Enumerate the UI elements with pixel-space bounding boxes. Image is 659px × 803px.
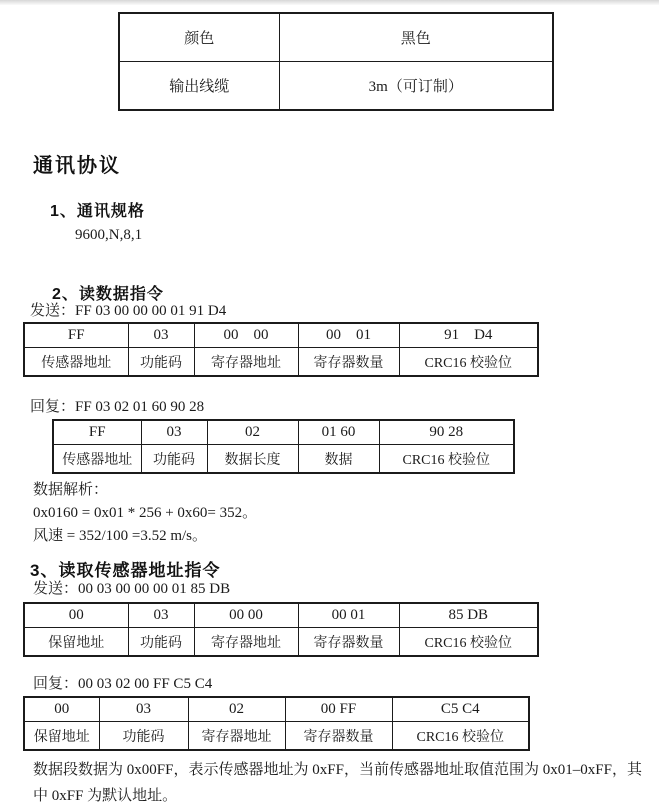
label-cell: CRC16 校验位 [392, 722, 529, 751]
label-row [24, 722, 529, 751]
hex-cell: FF [53, 420, 141, 445]
hex-cell: 03 [99, 697, 188, 722]
reply-table-2 [52, 419, 515, 474]
label-cell: 保留地址 [24, 628, 128, 657]
label-cell: 保留地址 [24, 722, 99, 751]
label-cell: 功能码 [99, 722, 188, 751]
hex-cell: 00 01 [298, 603, 399, 628]
label-cell: CRC16 校验位 [399, 348, 538, 377]
hex-cell: 90 28 [379, 420, 514, 445]
hex-cell: 91 D4 [399, 323, 538, 348]
label-cell: 寄存器地址 [194, 628, 298, 657]
reply-command-line-2: 回复：FF 03 02 01 60 90 28 [30, 399, 205, 415]
label-cell: 功能码 [128, 628, 194, 657]
send-command-line-3: 发送：00 03 00 00 00 01 85 DB [33, 581, 231, 597]
spec-label-color: 颜色 [119, 13, 279, 62]
hex-cell: FF [24, 323, 128, 348]
reply-table-3 [23, 696, 530, 751]
label-cell: 传感器地址 [24, 348, 128, 377]
analysis-heading: 数据解析： [33, 482, 109, 498]
address-note: 数据段数据为 0x00FF，表示传感器地址为 0xFF，当前传感器地址取值范围为 0x01–0xFF，其中 0xFF 为默认地址。 [33, 762, 642, 803]
label-cell: 功能码 [141, 445, 207, 474]
label-cell: 寄存器数量 [285, 722, 392, 751]
table-row [119, 13, 553, 62]
page-top-edge [0, 0, 659, 5]
label-cell: 寄存器地址 [188, 722, 285, 751]
label-row [24, 348, 538, 377]
section-2-heading: 2、读数据指令 [52, 286, 164, 303]
hex-cell: 00 00 [194, 323, 298, 348]
table-row [119, 62, 553, 111]
spec-table [118, 12, 554, 111]
label-cell: CRC16 校验位 [379, 445, 514, 474]
comm-params-value: 9600,N,8,1 [75, 227, 143, 243]
send-table-3 [23, 602, 539, 657]
hex-cell: 00 [24, 697, 99, 722]
hex-row [24, 323, 538, 348]
label-cell: 功能码 [128, 348, 194, 377]
hex-cell: 03 [128, 603, 194, 628]
hex-cell: 00 00 [194, 603, 298, 628]
label-cell: 数据 [298, 445, 379, 474]
hex-row [24, 603, 538, 628]
spec-value-color: 黑色 [279, 13, 553, 62]
label-cell: 传感器地址 [53, 445, 141, 474]
hex-cell: 00 FF [285, 697, 392, 722]
hex-row [24, 697, 529, 722]
label-cell: 寄存器数量 [298, 348, 399, 377]
hex-cell: C5 C4 [392, 697, 529, 722]
section-3-heading: 3、读取传感器地址指令 [30, 561, 221, 580]
hex-cell: 03 [128, 323, 194, 348]
hex-cell: 00 01 [298, 323, 399, 348]
section-1-heading: 1、通讯规格 [50, 203, 145, 220]
page-title: 通讯协议 [33, 155, 121, 177]
label-cell: 数据长度 [207, 445, 298, 474]
label-cell: CRC16 校验位 [399, 628, 538, 657]
wind-speed-formula: 风速 = 352/100 =3.52 m/s。 [33, 528, 208, 544]
send-command-line-2: 发送：FF 03 00 00 00 01 91 D4 [30, 303, 227, 319]
label-cell: 寄存器地址 [194, 348, 298, 377]
label-row [53, 445, 514, 474]
hex-cell: 02 [207, 420, 298, 445]
label-cell: 寄存器数量 [298, 628, 399, 657]
hex-row [53, 420, 514, 445]
hex-cell: 02 [188, 697, 285, 722]
label-row [24, 628, 538, 657]
send-table-2 [23, 322, 539, 377]
analysis-formula: 0x0160 = 0x01 * 256 + 0x60= 352。 [33, 505, 258, 521]
hex-cell: 01 60 [298, 420, 379, 445]
hex-cell: 85 DB [399, 603, 538, 628]
hex-cell: 03 [141, 420, 207, 445]
spec-value-cable: 3m（可订制） [279, 62, 553, 111]
spec-label-cable: 输出线缆 [119, 62, 279, 111]
reply-command-line-3: 回复：00 03 02 00 FF C5 C4 [33, 676, 213, 692]
hex-cell: 00 [24, 603, 128, 628]
